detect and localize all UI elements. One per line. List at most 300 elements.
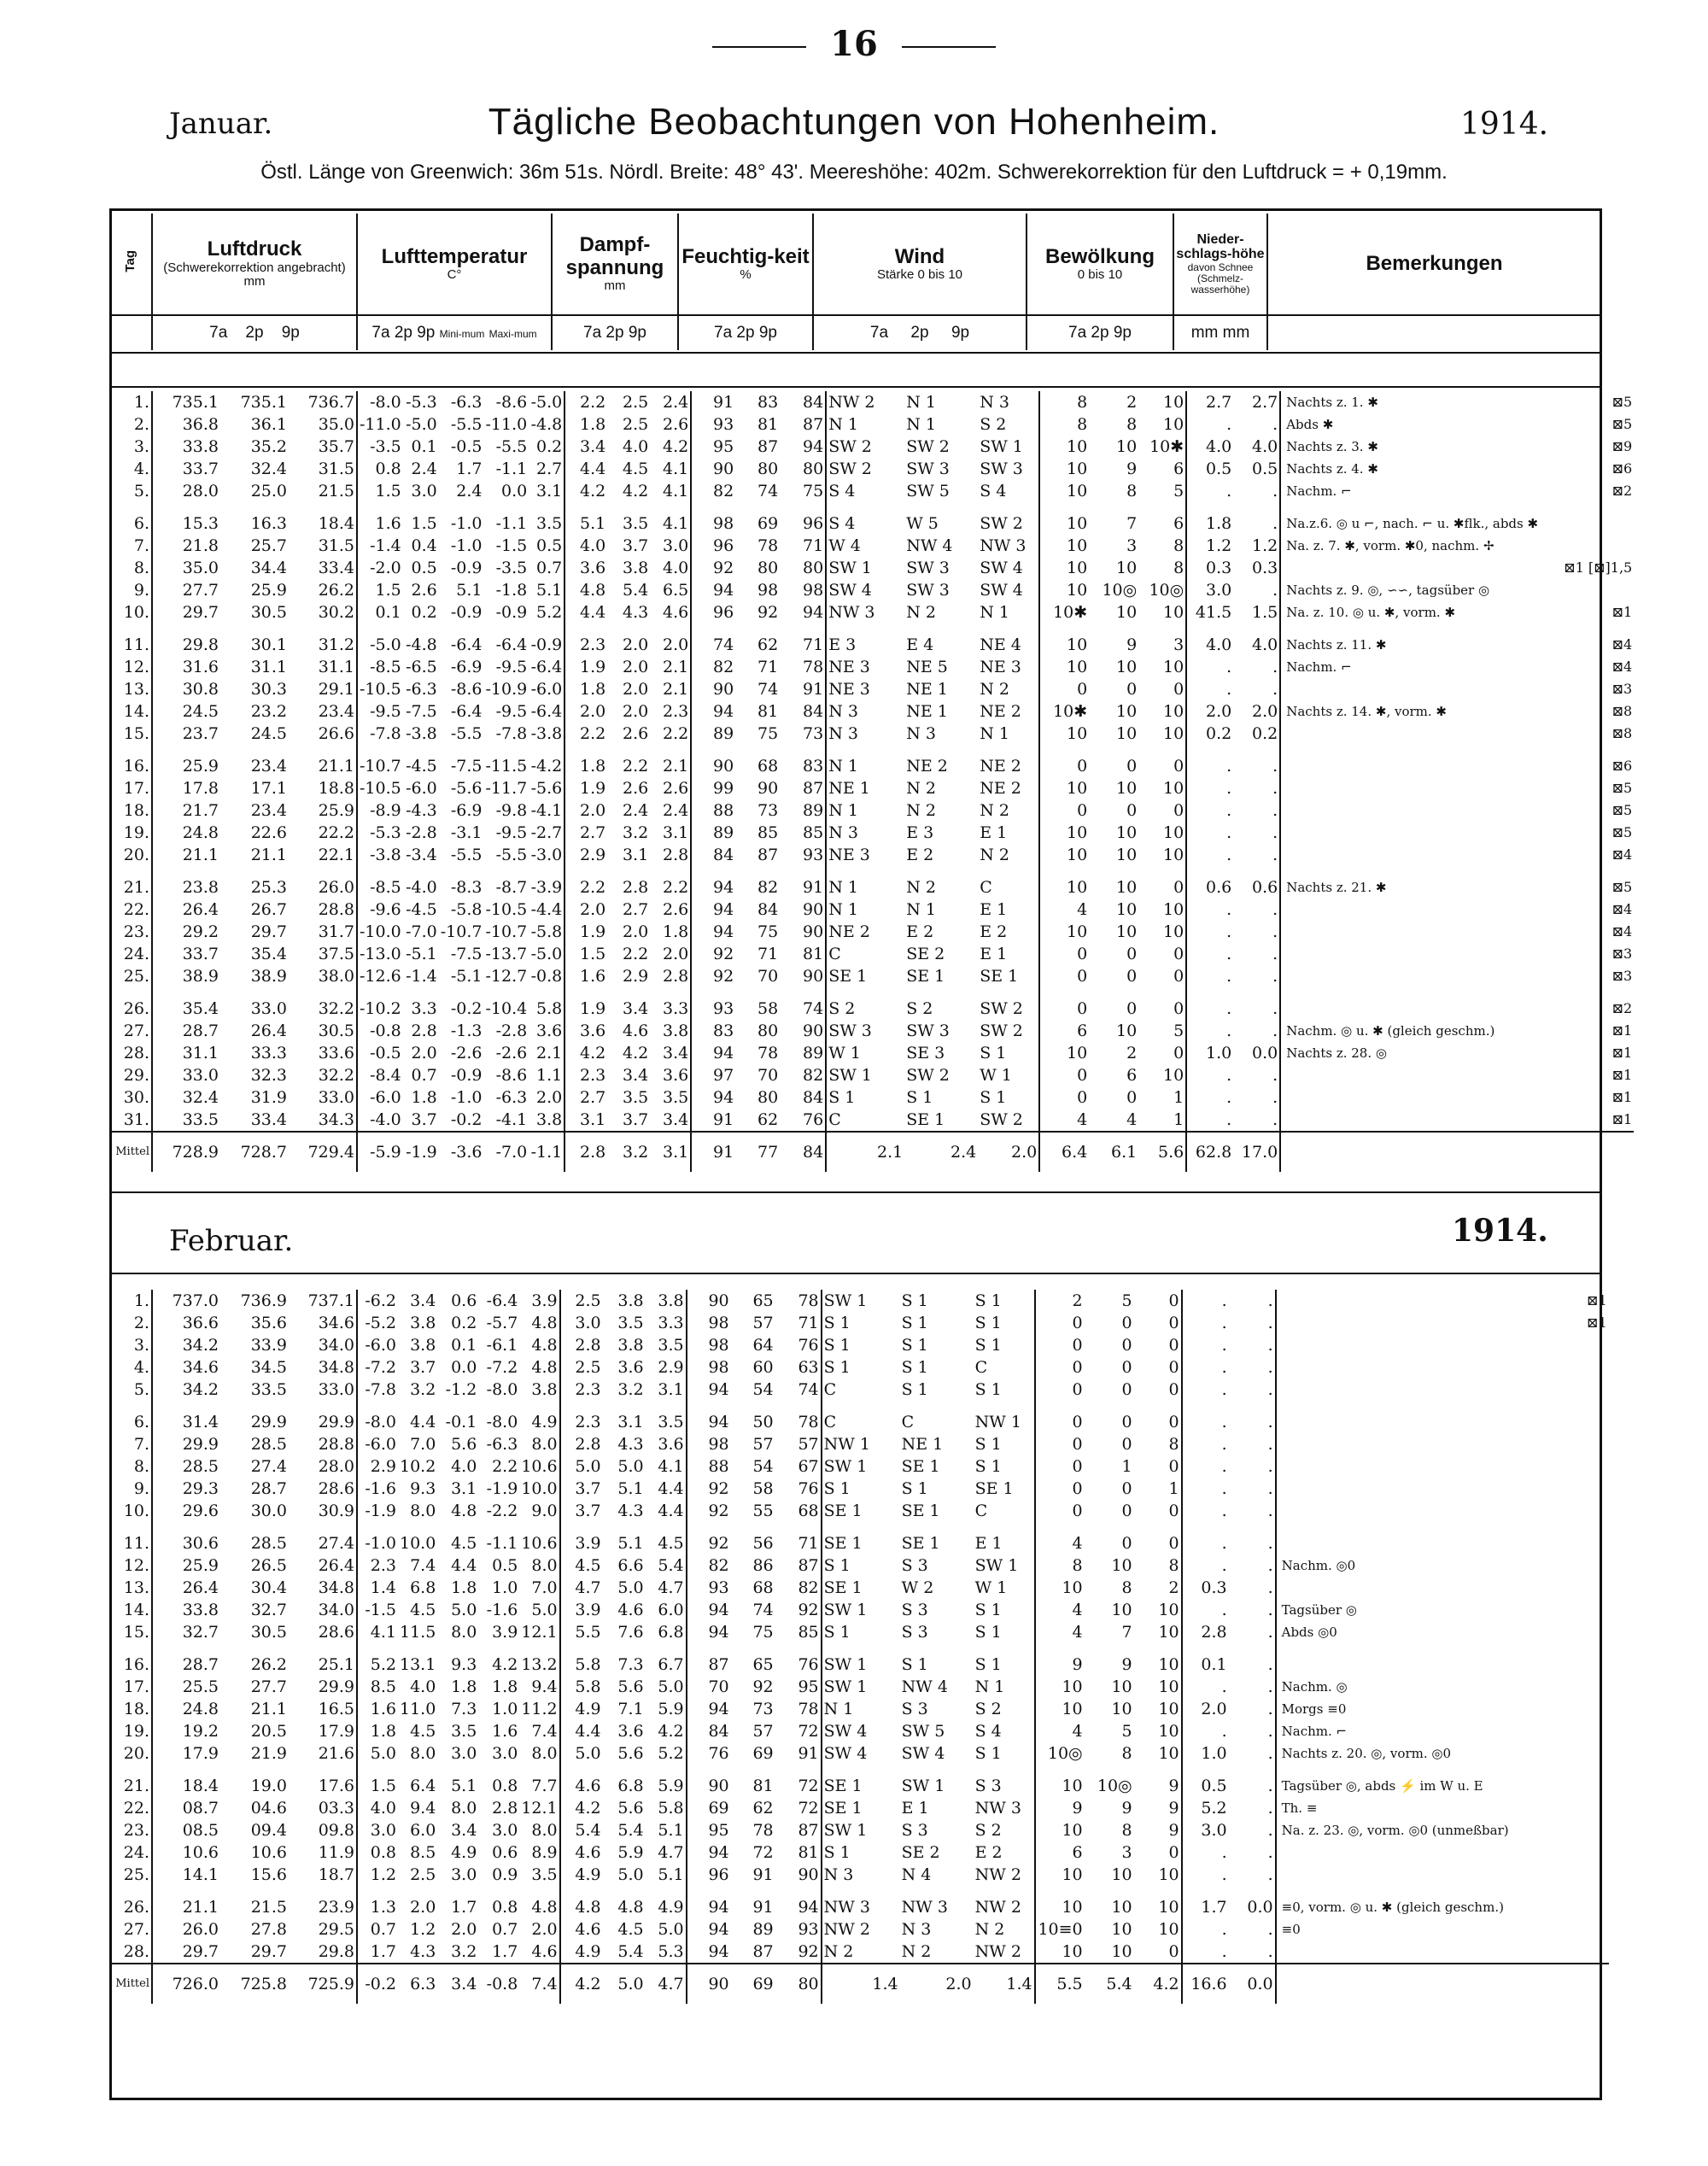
cell-tag-symbol: ⊠5 bbox=[1611, 780, 1633, 796]
cell-precip: 41.5 bbox=[1186, 601, 1233, 623]
cell-snow: 2.7 bbox=[1251, 393, 1278, 412]
cell-temp-7a: -10.2 bbox=[357, 998, 403, 1020]
cell-hum-2p: 87 bbox=[752, 1942, 774, 1961]
cell-cloud-7a: 0 bbox=[1039, 1064, 1089, 1086]
cell-precip: . bbox=[1182, 1918, 1229, 1941]
cell-snow: 0.5 bbox=[1251, 460, 1278, 478]
cell-hum-9p: 67 bbox=[798, 1457, 819, 1476]
cell-hum-9p: 92 bbox=[798, 1601, 819, 1619]
cell-cloud-9p: 10 bbox=[1163, 922, 1184, 941]
cell-wind-9p: S 1 bbox=[974, 1623, 1002, 1642]
cell-remark: Nachm. ◎ u. ✱ (gleich geschm.) bbox=[1280, 1020, 1562, 1042]
cell-wind-2p: N 1 bbox=[906, 415, 936, 434]
cell-wind-2p: N 2 bbox=[906, 878, 936, 897]
cell-hum-7a: 70 bbox=[687, 1676, 731, 1698]
cell-press-2p: 736.9 bbox=[240, 1291, 287, 1310]
cell-vap-2p: 3.7 bbox=[622, 536, 649, 555]
cell-wind-2p: C bbox=[901, 1413, 915, 1431]
cell-temp-9p: -5.1 bbox=[450, 967, 483, 986]
cell-wind-2p: E 2 bbox=[906, 922, 934, 941]
cell-press-9p: 30.9 bbox=[318, 1502, 354, 1520]
cell-temp-7a: 1.6 bbox=[357, 1698, 398, 1720]
cell-press-9p: 17.6 bbox=[318, 1777, 354, 1795]
cell-temp-9p: -1.3 bbox=[450, 1022, 483, 1040]
cell-hum-7a: 84 bbox=[687, 1720, 731, 1742]
cell-temp-7a: 5.2 bbox=[357, 1654, 398, 1676]
cell-cloud-2p: 0 bbox=[1121, 1358, 1132, 1377]
cell-wind-2p: W 5 bbox=[906, 514, 939, 533]
cell-remark bbox=[1280, 723, 1562, 745]
cell-cloud-9p: 10 bbox=[1158, 1677, 1179, 1696]
cell-tag-symbol: ⊠4 bbox=[1611, 636, 1633, 653]
cell-temp-max: 3.5 bbox=[531, 1865, 558, 1884]
cell-press-9p: 37.5 bbox=[318, 945, 354, 963]
cell-temp-2p: 4.5 bbox=[410, 1601, 436, 1619]
cell-temp-min: 0.7 bbox=[492, 1920, 518, 1939]
cell-temp-max: 10.6 bbox=[521, 1457, 558, 1476]
cell-vap-9p: 2.3 bbox=[662, 702, 689, 721]
cell-temp-max: -4.1 bbox=[530, 801, 563, 820]
cell-snow: . bbox=[1272, 801, 1278, 820]
cell-cloud-7a: 6 bbox=[1035, 1841, 1085, 1864]
cell-tag-symbol: ⊠4 bbox=[1611, 923, 1633, 940]
cell-cloud-7a: 10 bbox=[1039, 480, 1089, 502]
cell-wind-7a: SE 1 bbox=[822, 1797, 900, 1819]
cell-hum-2p: 80 bbox=[757, 559, 779, 577]
cell-wind-7a: N 1 bbox=[826, 799, 904, 822]
cell-cloud-7a: 0 bbox=[1035, 1455, 1085, 1478]
cell-temp-9p: -6.4 bbox=[450, 702, 483, 721]
cell-press-2p: 23.4 bbox=[250, 801, 287, 820]
cell-temp-2p: 6.8 bbox=[410, 1578, 436, 1597]
cell-hum-9p: 76 bbox=[798, 1655, 819, 1674]
cell-press-9p: 29.9 bbox=[318, 1413, 354, 1431]
cell-hum-2p: 55 bbox=[752, 1502, 774, 1520]
cell-cloud-9p: 10 bbox=[1163, 415, 1184, 434]
cell-temp-9p: 4.4 bbox=[451, 1556, 477, 1575]
cell-snow: . bbox=[1267, 1865, 1273, 1884]
cell-vap-7a: 4.2 bbox=[560, 1797, 603, 1819]
cell-vap-2p: 5.6 bbox=[617, 1799, 644, 1818]
cell-wind-7a: C bbox=[826, 943, 904, 965]
cell-vap-7a: 2.5 bbox=[560, 1290, 603, 1312]
cell-precip: 2.7 bbox=[1186, 391, 1233, 413]
cell-remark: ≡0, vorm. ◎ u. ✱ (gleich geschm.) bbox=[1276, 1896, 1558, 1918]
cell-hum-7a: 92 bbox=[691, 943, 735, 965]
cell-press-2p: 27.4 bbox=[250, 1457, 287, 1476]
table-row bbox=[111, 723, 1634, 745]
cell-wind-9p: NE 4 bbox=[980, 635, 1021, 654]
mean-row bbox=[111, 1964, 1609, 2004]
cell-hum-2p: 78 bbox=[757, 1044, 779, 1063]
cell-snow: 0.0 bbox=[1247, 1898, 1273, 1917]
cell-temp-7a: 2.9 bbox=[357, 1455, 398, 1478]
cell-vap-7a: 3.7 bbox=[560, 1478, 603, 1500]
cell-temp-max: 7.4 bbox=[531, 1722, 558, 1741]
table-row bbox=[111, 1356, 1609, 1379]
cell-day: 26. bbox=[123, 1898, 149, 1917]
cell-cloud-9p: 0 bbox=[1168, 1336, 1179, 1355]
cell-cloud-9p: 0 bbox=[1168, 1457, 1179, 1476]
cell-snow: . bbox=[1267, 1291, 1273, 1310]
cell-cloud-2p: 10 bbox=[1116, 900, 1138, 919]
cell-remark: Nachts z. 3. ✱ bbox=[1280, 436, 1562, 458]
mean-wind-2p: 2.0 bbox=[900, 1964, 974, 2004]
cell-wind-9p: SW 2 bbox=[980, 1022, 1023, 1040]
cell-vap-9p: 5.8 bbox=[658, 1799, 684, 1818]
cell-vap-2p: 3.2 bbox=[617, 1380, 644, 1399]
cell-vap-2p: 3.8 bbox=[617, 1291, 644, 1310]
cell-temp-9p: -8.3 bbox=[450, 878, 483, 897]
cell-precip: . bbox=[1186, 943, 1233, 965]
cell-press-2p: 26.7 bbox=[250, 900, 287, 919]
cell-temp-max: 7.0 bbox=[531, 1578, 558, 1597]
cell-temp-min: 1.0 bbox=[492, 1578, 518, 1597]
cell-tag-symbol: ⊠6 bbox=[1611, 460, 1633, 477]
cell-wind-7a: NE 1 bbox=[826, 777, 904, 799]
cell-cloud-7a: 4 bbox=[1035, 1720, 1085, 1742]
cell-hum-9p: 76 bbox=[798, 1479, 819, 1498]
cell-cloud-9p: 10 bbox=[1158, 1700, 1179, 1718]
cell-vap-9p: 5.3 bbox=[658, 1942, 684, 1961]
cell-remark bbox=[1280, 557, 1562, 579]
cell-cloud-9p: 0 bbox=[1173, 945, 1184, 963]
cell-cloud-2p: 8 bbox=[1126, 482, 1138, 501]
table-row bbox=[111, 777, 1634, 799]
cell-temp-max: 0.7 bbox=[535, 559, 563, 577]
cell-press-2p: 30.4 bbox=[250, 1578, 287, 1597]
cell-temp-min: 0.6 bbox=[492, 1843, 518, 1862]
cell-vap-9p: 2.2 bbox=[662, 724, 689, 743]
cell-vap-7a: 5.0 bbox=[560, 1455, 603, 1478]
cell-vap-2p: 4.8 bbox=[617, 1898, 644, 1917]
cell-precip: . bbox=[1186, 777, 1233, 799]
cell-remark bbox=[1280, 777, 1562, 799]
cell-temp-max: 2.1 bbox=[535, 1044, 563, 1063]
cell-temp-9p: 5.6 bbox=[451, 1435, 477, 1454]
cell-press-2p: 15.6 bbox=[250, 1865, 287, 1884]
cell-tag-symbol: ⊠2 bbox=[1611, 1000, 1633, 1016]
cell-wind-2p: S 1 bbox=[901, 1479, 928, 1498]
cell-vap-7a: 1.9 bbox=[564, 656, 607, 678]
cell-press-7a: 28.0 bbox=[152, 480, 220, 502]
cell-press-7a: 33.5 bbox=[152, 1109, 220, 1132]
cell-precip: . bbox=[1182, 1478, 1229, 1500]
cell-vap-7a: 5.4 bbox=[560, 1819, 603, 1841]
cell-precip: . bbox=[1186, 678, 1233, 700]
cell-wind-7a: SW 1 bbox=[826, 557, 904, 579]
cell-tag-symbol bbox=[1558, 1599, 1609, 1621]
cell-hum-9p: 72 bbox=[798, 1777, 819, 1795]
cell-press-9p: 34.3 bbox=[318, 1110, 354, 1129]
cell-vap-2p: 7.6 bbox=[617, 1623, 644, 1642]
cell-temp-9p: -6.9 bbox=[450, 658, 483, 676]
cell-vap-2p: 5.4 bbox=[617, 1942, 644, 1961]
cell-temp-2p: 2.8 bbox=[411, 1022, 437, 1040]
cell-press-7a: 28.7 bbox=[152, 1020, 220, 1042]
january-table bbox=[111, 391, 1634, 1172]
cell-cloud-9p: 0 bbox=[1168, 1502, 1179, 1520]
cell-cloud-2p: 10 bbox=[1111, 1865, 1132, 1884]
cell-hum-2p: 71 bbox=[757, 658, 779, 676]
cell-press-7a: 29.8 bbox=[152, 634, 220, 656]
cell-cloud-9p: 1 bbox=[1168, 1479, 1179, 1498]
cell-vap-9p: 4.9 bbox=[658, 1898, 684, 1917]
cell-hum-2p: 70 bbox=[757, 967, 779, 986]
cell-hum-2p: 84 bbox=[757, 900, 779, 919]
page-number: 16 bbox=[0, 24, 1708, 64]
cell-vap-2p: 2.0 bbox=[622, 702, 649, 721]
cell-wind-7a: SE 1 bbox=[822, 1500, 900, 1522]
cell-tag-symbol: ⊠1 bbox=[1587, 1292, 1607, 1308]
mean-press-2p: 725.8 bbox=[220, 1964, 289, 2004]
cell-hum-9p: 84 bbox=[803, 702, 824, 721]
table-row bbox=[111, 678, 1634, 700]
cell-temp-7a: -1.0 bbox=[357, 1532, 398, 1554]
cell-cloud-9p: 0 bbox=[1168, 1291, 1179, 1310]
cell-wind-9p: E 1 bbox=[980, 823, 1008, 842]
cell-temp-min: -2.6 bbox=[495, 1044, 528, 1063]
cell-vap-2p: 5.1 bbox=[617, 1534, 644, 1553]
mean-day: Mittel bbox=[111, 1132, 152, 1172]
cell-temp-max: -3.8 bbox=[530, 724, 563, 743]
cell-vap-2p: 3.6 bbox=[617, 1722, 644, 1741]
cell-hum-2p: 57 bbox=[752, 1314, 774, 1332]
cell-press-7a: 34.2 bbox=[152, 1379, 220, 1401]
cell-press-9p: 28.6 bbox=[318, 1479, 354, 1498]
cell-temp-min: -5.5 bbox=[495, 846, 528, 864]
cell-hum-9p: 63 bbox=[798, 1358, 819, 1377]
cell-tag-symbol bbox=[1558, 1478, 1609, 1500]
cell-day: 22. bbox=[123, 900, 149, 919]
cell-temp-min: -13.7 bbox=[485, 945, 528, 963]
cell-tag-symbol bbox=[1558, 1455, 1609, 1478]
cell-wind-2p: SE 2 bbox=[901, 1843, 940, 1862]
cell-day: 25. bbox=[123, 1865, 149, 1884]
cell-temp-9p: -5.5 bbox=[450, 846, 483, 864]
cell-cloud-7a: 10 bbox=[1035, 1864, 1085, 1886]
cell-press-9p: 25.9 bbox=[318, 801, 354, 820]
cell-hum-9p: 74 bbox=[798, 1380, 819, 1399]
cell-temp-min: -8.0 bbox=[486, 1380, 518, 1399]
cell-temp-2p: -4.5 bbox=[406, 757, 437, 776]
cell-snow: . bbox=[1267, 1700, 1273, 1718]
cell-hum-7a: 94 bbox=[691, 1042, 735, 1064]
cell-vap-7a: 1.8 bbox=[564, 413, 607, 436]
cell-remark bbox=[1280, 998, 1562, 1020]
cell-wind-9p: N 3 bbox=[980, 393, 1009, 412]
cell-press-9p: 21.6 bbox=[318, 1744, 354, 1763]
cell-vap-9p: 3.3 bbox=[662, 999, 689, 1018]
cell-precip: . bbox=[1182, 1841, 1229, 1864]
cell-tag-symbol bbox=[1558, 1379, 1609, 1401]
cell-hum-2p: 74 bbox=[757, 482, 779, 501]
cell-tag-symbol: ⊠1 bbox=[1611, 1045, 1633, 1061]
cell-temp-max: -2.7 bbox=[530, 823, 563, 842]
cell-snow: . bbox=[1267, 1502, 1273, 1520]
cell-press-9p: 16.5 bbox=[318, 1700, 354, 1718]
year-label: 1914. bbox=[1460, 107, 1549, 142]
cell-vap-2p: 5.0 bbox=[617, 1865, 644, 1884]
cell-vap-9p: 2.1 bbox=[662, 757, 689, 776]
cell-snow: . bbox=[1272, 482, 1278, 501]
cell-vap-2p: 3.4 bbox=[622, 1066, 649, 1085]
cell-cloud-9p: 10 bbox=[1158, 1920, 1179, 1939]
cell-press-2p: 30.0 bbox=[250, 1502, 287, 1520]
cell-precip: . bbox=[1182, 1500, 1229, 1522]
cell-press-9p: 33.6 bbox=[318, 1044, 354, 1063]
cell-remark bbox=[1276, 1654, 1558, 1676]
cell-temp-9p: -0.2 bbox=[450, 1110, 483, 1129]
cell-press-2p: 20.5 bbox=[250, 1722, 287, 1741]
cell-vap-9p: 6.0 bbox=[658, 1601, 684, 1619]
cell-temp-7a: -6.2 bbox=[357, 1290, 398, 1312]
cell-hum-9p: 83 bbox=[803, 757, 824, 776]
mean-temp-9p: 3.4 bbox=[437, 1964, 478, 2004]
cell-remark: Nachm. ◎0 bbox=[1276, 1554, 1558, 1577]
cell-vap-7a: 4.8 bbox=[564, 579, 607, 601]
cell-cloud-2p: 10 bbox=[1116, 559, 1138, 577]
cell-vap-9p: 4.1 bbox=[662, 514, 689, 533]
cell-vap-7a: 3.7 bbox=[560, 1500, 603, 1522]
cell-remark bbox=[1276, 1941, 1558, 1964]
cell-press-9p: 26.6 bbox=[318, 724, 354, 743]
cell-press-2p: 35.2 bbox=[250, 437, 287, 456]
cell-hum-2p: 80 bbox=[757, 1022, 779, 1040]
cell-temp-9p: -6.9 bbox=[450, 801, 483, 820]
table-row bbox=[111, 1797, 1609, 1819]
cell-cloud-9p: 6 bbox=[1173, 460, 1184, 478]
cell-cloud-7a: 10◎ bbox=[1035, 1742, 1085, 1765]
cell-temp-max: 9.4 bbox=[531, 1677, 558, 1696]
cell-cloud-2p: 6 bbox=[1126, 1066, 1138, 1085]
cell-vap-7a: 4.2 bbox=[564, 480, 607, 502]
cell-press-2p: 31.9 bbox=[250, 1088, 287, 1107]
mean-tag-symbol bbox=[1562, 1132, 1634, 1172]
header-bewoelkung: Bewölkung 0 bis 10 bbox=[1027, 214, 1173, 315]
cell-temp-9p: -5.5 bbox=[450, 415, 483, 434]
cell-vap-2p: 3.5 bbox=[622, 514, 649, 533]
cell-hum-7a: 99 bbox=[691, 777, 735, 799]
cell-hum-7a: 98 bbox=[687, 1312, 731, 1334]
cell-hum-2p: 71 bbox=[757, 945, 779, 963]
cell-temp-min: -6.4 bbox=[495, 635, 528, 654]
cell-hum-9p: 96 bbox=[803, 514, 824, 533]
cell-wind-9p: E 1 bbox=[980, 945, 1008, 963]
cell-hum-2p: 85 bbox=[757, 823, 779, 842]
cell-hum-9p: 57 bbox=[798, 1435, 819, 1454]
cell-temp-9p: -0.1 bbox=[445, 1413, 477, 1431]
cell-press-2p: 21.1 bbox=[250, 1700, 287, 1718]
cell-hum-2p: 54 bbox=[752, 1380, 774, 1399]
cell-temp-min: -5.5 bbox=[495, 437, 528, 456]
cell-wind-9p: S 1 bbox=[974, 1314, 1002, 1332]
cell-wind-7a: C bbox=[822, 1411, 900, 1433]
cell-temp-9p: 1.7 bbox=[456, 460, 483, 478]
cell-press-2p: 25.7 bbox=[250, 536, 287, 555]
cell-temp-7a: 4.1 bbox=[357, 1621, 398, 1643]
cell-press-7a: 36.6 bbox=[152, 1312, 220, 1334]
cell-cloud-7a: 10 bbox=[1035, 1941, 1085, 1964]
cell-press-2p: 30.3 bbox=[250, 680, 287, 699]
cell-wind-9p: SE 1 bbox=[980, 967, 1019, 986]
cell-hum-9p: 75 bbox=[803, 482, 824, 501]
cell-temp-max: -3.9 bbox=[530, 878, 563, 897]
cell-wind-2p: NE 1 bbox=[906, 702, 948, 721]
cell-cloud-2p: 0 bbox=[1126, 945, 1138, 963]
cell-press-7a: 29.9 bbox=[152, 1433, 220, 1455]
table-row bbox=[111, 413, 1634, 436]
cell-temp-9p: -5.6 bbox=[450, 779, 483, 798]
cell-temp-9p: -5.5 bbox=[450, 724, 483, 743]
cell-hum-9p: 93 bbox=[803, 846, 824, 864]
cell-cloud-9p: 8 bbox=[1168, 1435, 1179, 1454]
cell-temp-2p: 3.8 bbox=[410, 1314, 436, 1332]
cell-hum-2p: 91 bbox=[752, 1865, 774, 1884]
cell-remark bbox=[1280, 822, 1562, 844]
cell-hum-2p: 68 bbox=[752, 1578, 774, 1597]
cell-temp-2p: 11.5 bbox=[400, 1623, 436, 1642]
cell-remark bbox=[1280, 921, 1562, 943]
cell-hum-9p: 78 bbox=[798, 1700, 819, 1718]
cell-wind-9p: SE 1 bbox=[974, 1479, 1014, 1498]
cell-temp-9p: 3.1 bbox=[451, 1479, 477, 1498]
cell-temp-9p: 2.4 bbox=[456, 482, 483, 501]
cell-temp-9p: 3.2 bbox=[451, 1942, 477, 1961]
cell-vap-9p: 4.6 bbox=[662, 603, 689, 622]
cell-cloud-9p: 0 bbox=[1168, 1843, 1179, 1862]
cell-vap-2p: 2.5 bbox=[622, 415, 649, 434]
cell-temp-max: 5.1 bbox=[535, 581, 563, 600]
table-row bbox=[111, 601, 1634, 623]
cell-cloud-7a: 10 bbox=[1039, 535, 1089, 557]
cell-cloud-2p: 10 bbox=[1116, 437, 1138, 456]
cell-press-9p: 22.1 bbox=[318, 846, 354, 864]
cell-hum-2p: 92 bbox=[752, 1677, 774, 1696]
cell-vap-9p: 3.1 bbox=[658, 1380, 684, 1399]
cell-temp-7a: -9.5 bbox=[357, 700, 403, 723]
cell-temp-2p: 3.8 bbox=[410, 1336, 436, 1355]
cell-press-2p: 33.3 bbox=[250, 1044, 287, 1063]
cell-press-9p: 28.6 bbox=[318, 1623, 354, 1642]
mean-temp-7a: -0.2 bbox=[357, 1964, 398, 2004]
cell-cloud-2p: 10 bbox=[1116, 1022, 1138, 1040]
cell-press-2p: 36.1 bbox=[250, 415, 287, 434]
cell-cloud-2p: 10 bbox=[1116, 779, 1138, 798]
cell-temp-min: -1.1 bbox=[495, 460, 528, 478]
cell-tag-symbol bbox=[1558, 1577, 1609, 1599]
cell-cloud-2p: 10 bbox=[1116, 922, 1138, 941]
mean-vap-7a: 4.2 bbox=[560, 1964, 603, 2004]
cell-temp-2p: 3.3 bbox=[411, 999, 437, 1018]
cell-cloud-2p: 3 bbox=[1126, 536, 1138, 555]
cell-temp-max: 0.2 bbox=[535, 437, 563, 456]
cell-cloud-7a: 0 bbox=[1039, 678, 1089, 700]
table-row bbox=[111, 480, 1634, 502]
cell-vap-9p: 4.7 bbox=[658, 1578, 684, 1597]
cell-tag-symbol: ⊠1 [⊠]1,5 bbox=[1564, 559, 1633, 576]
cell-hum-7a: 96 bbox=[691, 535, 735, 557]
cell-press-2p: 23.2 bbox=[250, 702, 287, 721]
cell-temp-7a: -13.0 bbox=[357, 943, 403, 965]
cell-precip: 2.0 bbox=[1182, 1698, 1229, 1720]
cell-tag-symbol bbox=[1558, 1841, 1609, 1864]
cell-remark: Nachts z. 14. ✱, vorm. ✱ bbox=[1280, 700, 1562, 723]
cell-wind-7a: SW 4 bbox=[826, 579, 904, 601]
cell-wind-7a: NW 2 bbox=[822, 1918, 900, 1941]
cell-wind-2p: NW 4 bbox=[906, 536, 953, 555]
cell-precip: 4.0 bbox=[1186, 634, 1233, 656]
